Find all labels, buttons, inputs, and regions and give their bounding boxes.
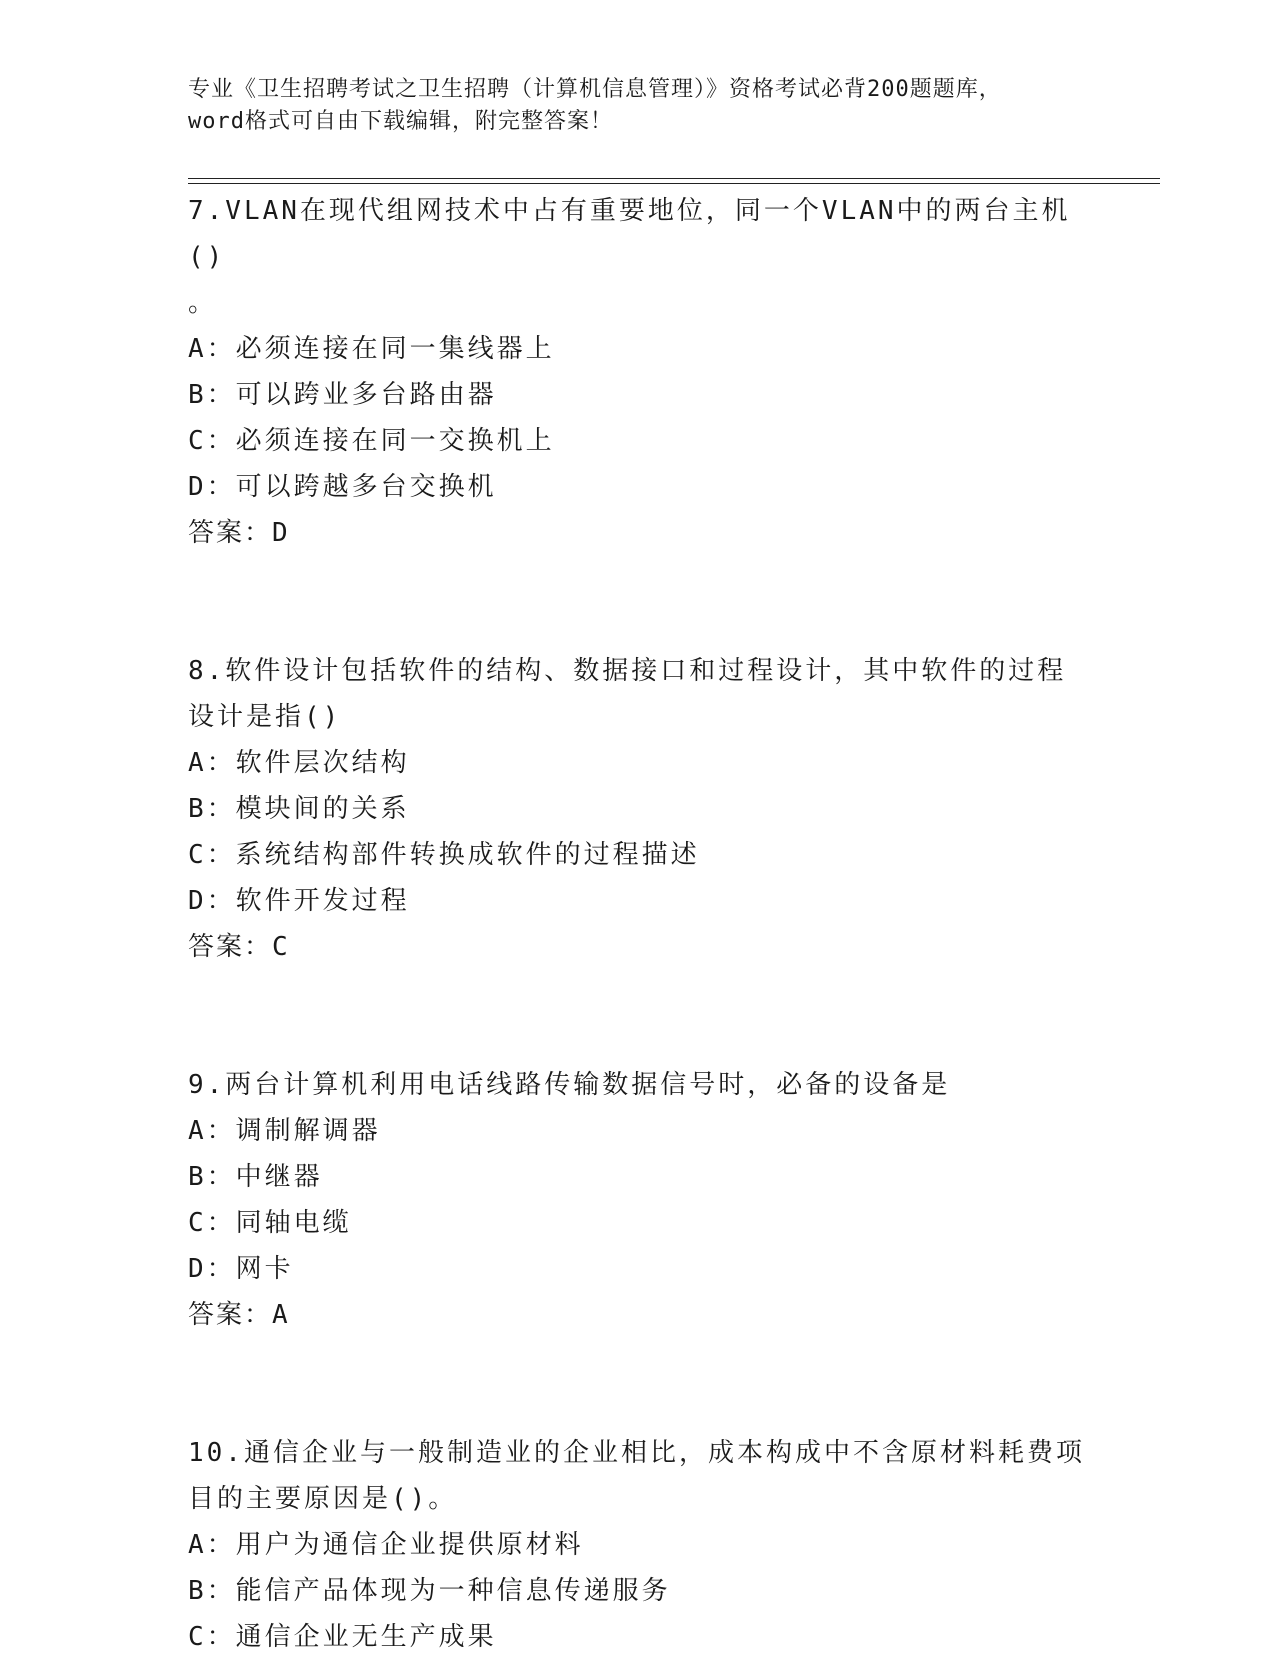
question-9 — [188, 1062, 1088, 1338]
document-header — [188, 74, 1088, 138]
option-text: 通信企业无生产成果 — [235, 1622, 497, 1652]
question-text-continued: 。 — [188, 288, 218, 318]
question-10 — [188, 1430, 1088, 1660]
option-text: 网卡 — [235, 1254, 294, 1284]
option-b — [188, 1154, 1088, 1200]
option-text: 必须连接在同一交换机上 — [235, 426, 555, 456]
header-divider-top — [188, 178, 1160, 179]
spacer — [188, 556, 1088, 648]
option-text: 模块间的关系 — [235, 794, 410, 824]
option-key: A： — [188, 334, 236, 364]
option-c — [188, 832, 1088, 878]
question-list — [188, 188, 1088, 1660]
question-text: 10.通信企业与一般制造业的企业相比，成本构成中不含原材料耗费项 — [188, 1438, 1085, 1468]
spacer — [188, 1338, 1088, 1430]
option-key: D： — [188, 886, 236, 916]
option-c — [188, 1200, 1088, 1246]
answer: 答案：C — [188, 932, 290, 962]
option-a — [188, 1108, 1088, 1154]
option-b — [188, 786, 1088, 832]
option-a — [188, 1522, 1088, 1568]
option-text: 调制解调器 — [235, 1116, 381, 1146]
option-key: B： — [188, 1576, 236, 1606]
question-7 — [188, 188, 1088, 556]
option-b — [188, 372, 1088, 418]
option-text: 能信产品体现为一种信息传递服务 — [235, 1576, 671, 1606]
spacer — [188, 970, 1088, 1062]
header-divider-bottom — [188, 183, 1160, 184]
option-key: B： — [188, 1162, 236, 1192]
option-key: A： — [188, 1116, 236, 1146]
option-a — [188, 740, 1088, 786]
question-text: 7.VLAN在现代组网技术中占有重要地位，同一个VLAN中的两台主机() — [188, 196, 1071, 272]
option-key: C： — [188, 1622, 236, 1652]
option-key: B： — [188, 794, 236, 824]
question-text: 8.软件设计包括软件的结构、数据接口和过程设计，其中软件的过程 — [188, 656, 1067, 686]
option-key: D： — [188, 1254, 236, 1284]
option-d — [188, 464, 1088, 510]
header-line-2: word格式可自由下载编辑，附完整答案！ — [188, 109, 613, 134]
option-text: 中继器 — [235, 1162, 323, 1192]
header-line-1: 专业《卫生招聘考试之卫生招聘（计算机信息管理）》资格考试必背200题题库， — [188, 77, 1002, 102]
option-text: 软件开发过程 — [235, 886, 410, 916]
option-c — [188, 1614, 1088, 1660]
option-text: 必须连接在同一集线器上 — [235, 334, 555, 364]
option-key: A： — [188, 748, 236, 778]
option-key: C： — [188, 1208, 236, 1238]
option-key: C： — [188, 426, 236, 456]
option-text: 同轴电缆 — [235, 1208, 352, 1238]
question-text: 9.两台计算机利用电话线路传输数据信号时，必备的设备是 — [188, 1070, 951, 1100]
option-key: D： — [188, 472, 236, 502]
option-text: 用户为通信企业提供原材料 — [235, 1530, 584, 1560]
option-key: B： — [188, 380, 236, 410]
question-text-continued: 设计是指() — [188, 702, 342, 732]
answer: 答案：A — [188, 1300, 290, 1330]
option-c — [188, 418, 1088, 464]
option-key: C： — [188, 840, 236, 870]
option-text: 可以跨业多台路由器 — [235, 380, 497, 410]
option-text: 可以跨越多台交换机 — [235, 472, 497, 502]
option-text: 系统结构部件转换成软件的过程描述 — [235, 840, 700, 870]
option-a — [188, 326, 1088, 372]
question-8 — [188, 648, 1088, 970]
answer: 答案：D — [188, 518, 290, 548]
question-text-continued: 目的主要原因是()。 — [188, 1484, 458, 1514]
option-d — [188, 878, 1088, 924]
option-key: A： — [188, 1530, 236, 1560]
option-d — [188, 1246, 1088, 1292]
option-text: 软件层次结构 — [235, 748, 410, 778]
option-b — [188, 1568, 1088, 1614]
